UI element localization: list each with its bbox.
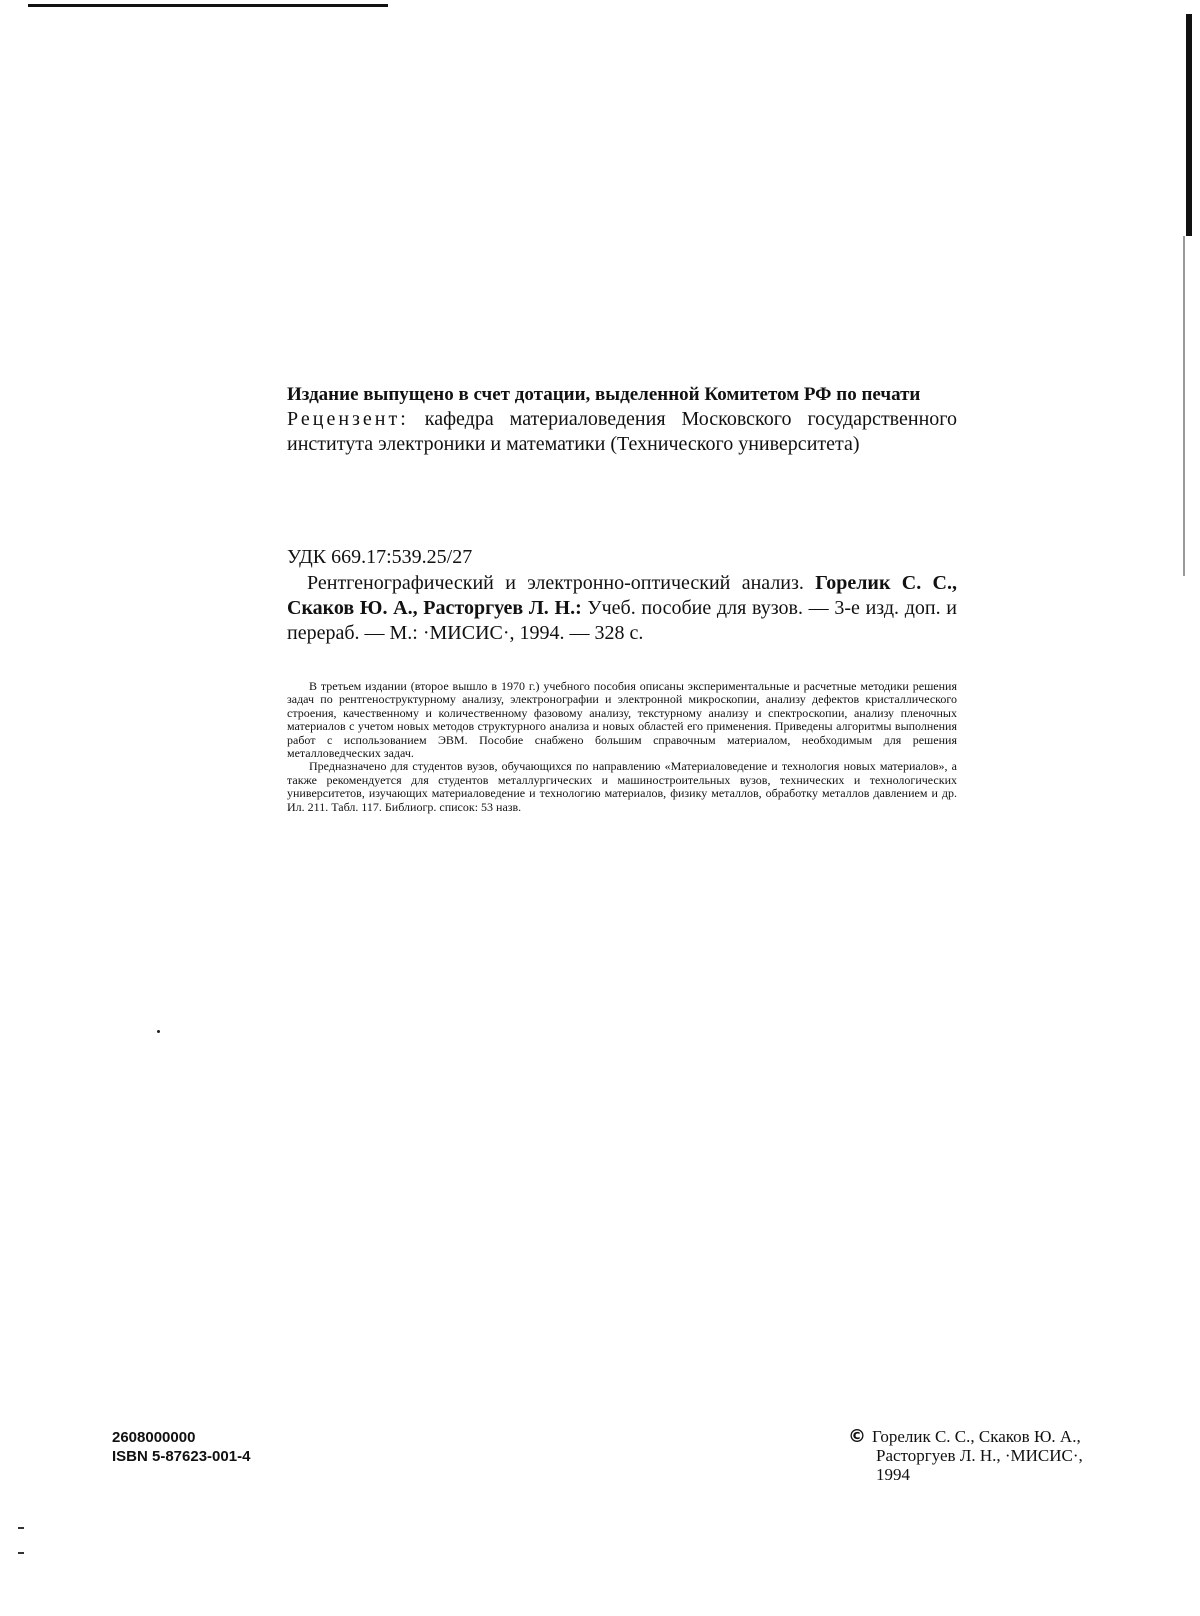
scan-mark xyxy=(18,1552,24,1554)
copyright-line: Расторгуев Л. Н., ·МИСИС·, xyxy=(876,1446,1083,1465)
imprint-block xyxy=(287,382,957,457)
reviewer-label: Рецензент: xyxy=(287,408,409,430)
scan-edge-line-top xyxy=(28,4,388,7)
book-details: Учеб. пособие для вузов. — 3-е изд. доп. и перераб. — М.: ·МИСИС·, 1994. — 328 с. xyxy=(287,597,958,644)
abstract xyxy=(287,680,957,814)
abstract-paragraph: В третьем издании (второе вышло в 1970 г.) учебного пособия описаны экспериментальные и расчетные методики решения задач по рентгеноструктурному анализу, электронографии и электронной микроскопии, анализу дефектов кристаллического строения, качественному и количественному фазовому анализу, текстурному анализу и спектроскопии, анализу пленочных материалов с учетом новых методов структурного анализа и новых областей его применения. Приведены алгоритмы выполнения работ с использованием ЭВМ. Пособие снабжено большим справочным материалом, необходимым для решения металловедческих задач. xyxy=(287,679,957,761)
udk-code: УДК 669.17:539.25/27 xyxy=(287,546,473,568)
copyright-line xyxy=(848,1427,1178,1446)
reviewer-note xyxy=(287,407,957,457)
copyright-notice xyxy=(848,1427,1178,1484)
isbn: ISBN 5-87623-001-4 xyxy=(112,1448,251,1465)
scan-speck xyxy=(157,1030,160,1033)
book-authors: Горелик С. С., Скаков Ю. А., Расторгуев Л. Н.: xyxy=(287,572,957,619)
scan-edge-line-right xyxy=(1183,236,1185,576)
dotation-note: Издание выпущено в счет дотации, выделенной Комитетом РФ по печати xyxy=(287,384,921,405)
copyright-holders: Горелик С. С., Скаков Ю. А., xyxy=(872,1427,1081,1446)
scan-mark xyxy=(18,1527,24,1529)
catalog-number: 2608000000 xyxy=(112,1429,196,1446)
scan-edge-bar-right xyxy=(1186,14,1192,236)
reviewer-text: кафедра материаловедения Московского государственного института электроники и математики (Технического университета) xyxy=(287,408,957,455)
catalog-entry xyxy=(287,571,957,646)
abstract-paragraph: Предназначено для студентов вузов, обучающихся по направлению «Материаловедение и технология новых материалов», а также рекомендуется для студентов металлургических и машиностроительных вузов, технических и технологических университетов, изучающих материаловедение и технологию материалов, физику металлов, обработку металлов давлением и др. Ил. 211. Табл. 117. Библиогр. список: 53 назв. xyxy=(287,759,957,814)
copyright-year: 1994 xyxy=(876,1465,910,1484)
publication-codes xyxy=(112,1428,250,1466)
book-title: Рентгенографический и электронно-оптический анализ. xyxy=(307,572,816,594)
copyright-icon: © xyxy=(848,1426,866,1447)
